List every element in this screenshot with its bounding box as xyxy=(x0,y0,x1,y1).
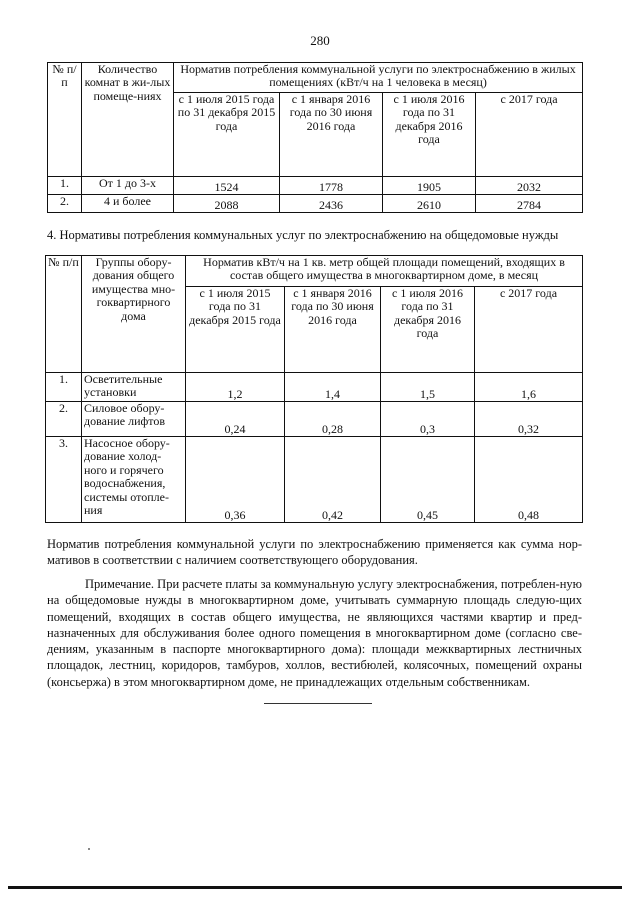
value-cell: 1,2 xyxy=(186,373,285,402)
row-number: 1. xyxy=(48,177,82,195)
period-header: с 1 января 2016 года по 30 июня 2016 года xyxy=(280,93,383,177)
electricity-norms-common-property-table xyxy=(45,255,583,523)
row-label: Осветительные установки xyxy=(82,373,186,402)
scan-speck xyxy=(88,848,90,850)
value-cell: 2088 xyxy=(174,195,280,213)
period-header: с 1 июля 2016 года по 31 декабря 2016 года xyxy=(381,287,475,373)
value-cell: 2610 xyxy=(383,195,476,213)
value-cell: 0,3 xyxy=(381,402,475,437)
period-header: с 1 июля 2016 года по 31 декабря 2016 года xyxy=(383,93,476,177)
table-row xyxy=(48,177,583,195)
value-cell: 1778 xyxy=(280,177,383,195)
row-label: 4 и более xyxy=(82,195,174,213)
header-number: № п/п xyxy=(48,63,82,177)
row-number: 3. xyxy=(46,437,82,523)
value-cell: 1,5 xyxy=(381,373,475,402)
page-number: 280 xyxy=(310,33,330,48)
row-number: 2. xyxy=(46,402,82,437)
value-cell: 2436 xyxy=(280,195,383,213)
end-divider xyxy=(264,703,372,704)
value-cell: 0,24 xyxy=(186,402,285,437)
header-group: Группы обору-дования общего имущества мно-гоквартирного дома xyxy=(82,256,186,373)
period-header: с 1 января 2016 года по 30 июня 2016 года xyxy=(285,287,381,373)
value-cell: 2784 xyxy=(476,195,583,213)
remark-paragraph: Примечание. При расчете платы за коммунальную услугу электроснабжения, потреблен-ную на общедомовые нужды в многоквартирном доме, учитывать суммарную площадь следую-щих помещений, входящих в состав общего имущества, не являющихся частями квартир и пред-назначенных для обслуживания более одного помещения в многоквартирном доме (согласно све-дениям, указанным в паспорте многоквартирного дома): площади межквартирных лестничных площадок, лестниц, коридоров, тамбуров, холлов, вестибюлей, колясочных, помещений охраны (консьержа) в этом многоквартирном доме, не принадлежащих отдельным собственникам. xyxy=(47,577,582,689)
table-row xyxy=(48,195,583,213)
row-label: От 1 до 3-х xyxy=(82,177,174,195)
period-header: с 1 июля 2015 года по 31 декабря 2015 года xyxy=(186,287,285,373)
electricity-norms-residential-table xyxy=(47,62,583,213)
page-bottom-border xyxy=(8,886,622,889)
table-row xyxy=(46,402,583,437)
section-heading: 4. Нормативы потребления коммунальных услуг по электроснабжению на общедомовые нужды xyxy=(47,228,559,242)
period-header: с 1 июля 2015 года по 31 декабря 2015 года xyxy=(174,93,280,177)
header-number: № п/п xyxy=(46,256,82,373)
header-norm: Норматив потребления коммунальной услуги по электроснабжению в жилых помещениях (кВт/ч на 1 человека в месяц) xyxy=(174,63,583,93)
period-header: с 2017 года xyxy=(475,287,583,373)
value-cell: 0,42 xyxy=(285,437,381,523)
value-cell: 1905 xyxy=(383,177,476,195)
period-header: с 2017 года xyxy=(476,93,583,177)
value-cell: 0,36 xyxy=(186,437,285,523)
table-row xyxy=(46,437,583,523)
table-header-row xyxy=(46,256,583,287)
value-cell: 0,45 xyxy=(381,437,475,523)
value-cell: 0,28 xyxy=(285,402,381,437)
header-rooms: Количество комнат в жи-лых помеще-ниях xyxy=(82,63,174,177)
summation-note-paragraph: Норматив потребления коммунальной услуги по электроснабжению применяется как сумма нор-мативов в соответствии с наличием соответствующего оборудования. xyxy=(47,537,582,568)
value-cell: 0,48 xyxy=(475,437,583,523)
value-cell: 1524 xyxy=(174,177,280,195)
row-label: Силовое обору-дование лифтов xyxy=(82,402,186,437)
table-row xyxy=(46,373,583,402)
header-norm: Норматив кВт/ч на 1 кв. метр общей площади помещений, входящих в состав общего имущества в многоквартирном доме, в месяц xyxy=(186,256,583,287)
row-number: 2. xyxy=(48,195,82,213)
row-number: 1. xyxy=(46,373,82,402)
value-cell: 1,6 xyxy=(475,373,583,402)
table-header-row xyxy=(48,63,583,93)
row-label: Насосное обору-дование холод-ного и горячего водоснабжения, системы отопле-ния xyxy=(82,437,186,523)
value-cell: 2032 xyxy=(476,177,583,195)
value-cell: 0,32 xyxy=(475,402,583,437)
value-cell: 1,4 xyxy=(285,373,381,402)
